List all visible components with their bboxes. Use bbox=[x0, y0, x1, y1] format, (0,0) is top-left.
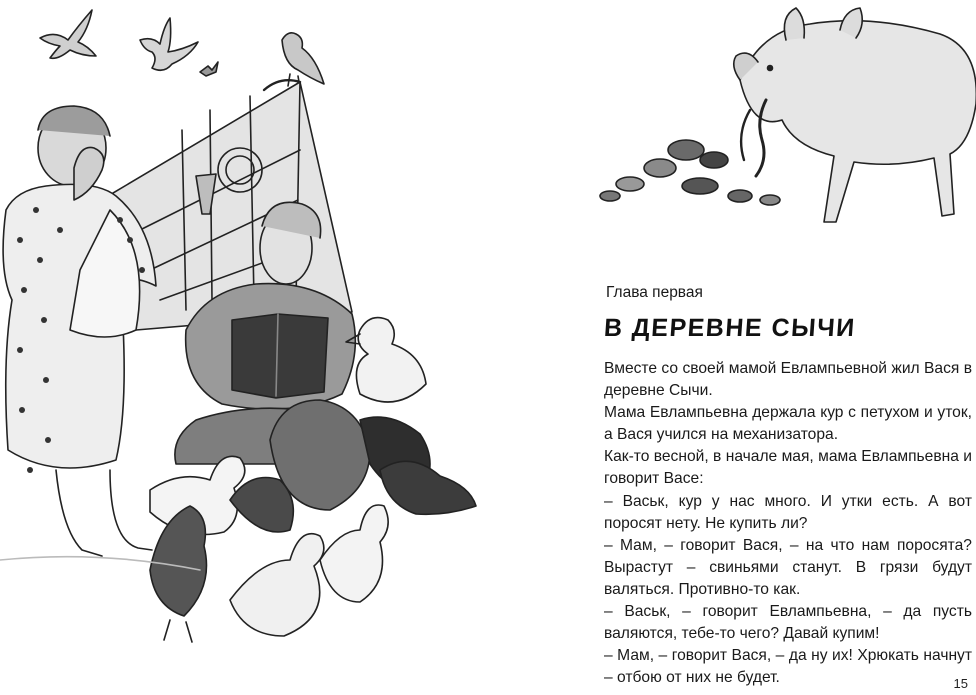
duck-figure bbox=[346, 318, 426, 402]
woman-figure bbox=[3, 106, 156, 556]
paragraph: – Васьк, – говорит Евлампьевна, – да пусть валяются, тебе-то чего? Давай купим! bbox=[604, 603, 972, 643]
pigeon-icon bbox=[140, 18, 198, 70]
small-bird-icon bbox=[200, 62, 218, 76]
page-number: 15 bbox=[953, 676, 968, 691]
duck-figure bbox=[230, 534, 324, 636]
open-book-icon bbox=[232, 314, 328, 398]
paragraph: Как-то весной, в начале мая, мама Евлампьевна и говорит Васе: bbox=[604, 448, 972, 488]
chapter-label: Глава первая bbox=[606, 284, 703, 301]
paragraph: – Васьк, кур у нас много. И утки есть. А вот поросят нету. Не купить ли? bbox=[604, 492, 972, 532]
paragraph: Вместе со своей мамой Евлампьевной жил Вася в деревне Сычи. bbox=[604, 360, 972, 400]
hen-figure bbox=[380, 461, 476, 514]
paragraph: – Мам, – говорит Вася, – да ну их! Хрюкать начнут – отбою от них не будет. bbox=[604, 647, 972, 687]
paragraph: – Мам, – говорит Вася, – на что нам поросята? Вырастут – свиньями станут. В грязи будут валяться. Противно-то как. bbox=[604, 536, 972, 598]
hen-figure bbox=[150, 506, 207, 642]
hen-figure bbox=[230, 478, 293, 533]
scraps-pile-icon bbox=[600, 140, 780, 205]
chapter-body bbox=[604, 358, 972, 689]
pig-illustration bbox=[590, 0, 976, 240]
paragraph: Мама Евлампьевна держала кур с петухом и уток, а Вася учился на механизатора. bbox=[604, 404, 972, 444]
chapter-title: В ДЕРЕВНЕ СЫЧИ bbox=[603, 314, 857, 342]
pigeon-icon bbox=[40, 10, 96, 58]
duck-figure bbox=[320, 505, 388, 602]
